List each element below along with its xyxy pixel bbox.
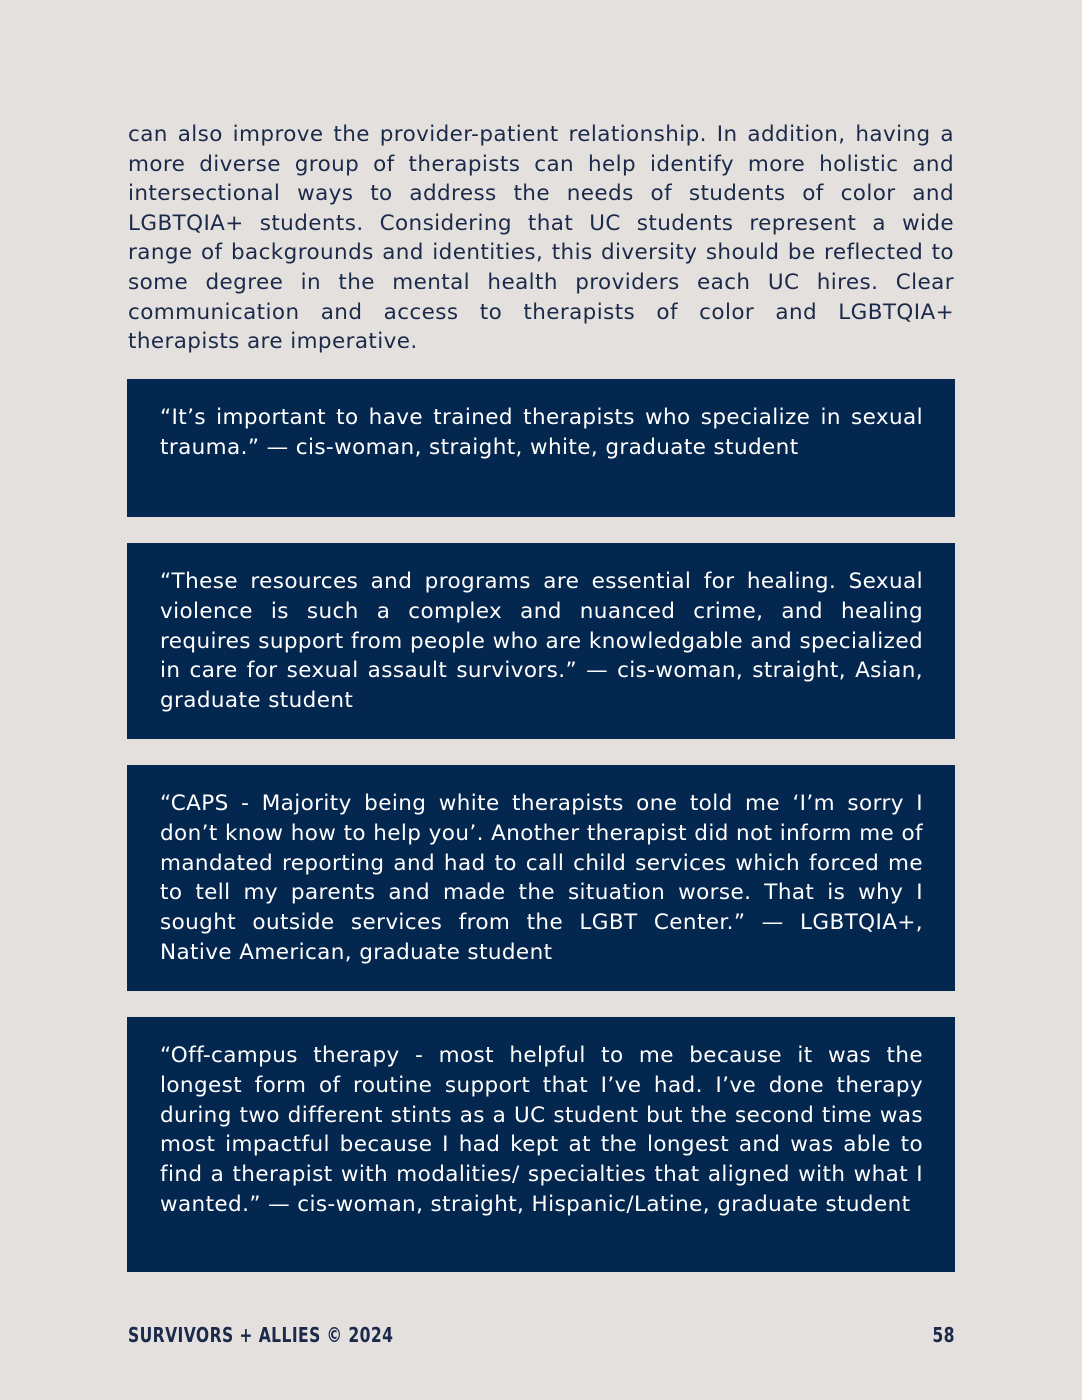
body-paragraph: can also improve the provider-patient relationship. In addition, having a more diverse group of therapists can help identify more holistic and intersectional ways to address the needs of students of color and LGBTQIA+ students. Considering that UC students represent a wide range of backgrounds and identities, this diversity should be reflected to some degree in the mental health providers each UC hires. Clear communication and access to therapists of color and LGBTQIA+ therapists are imperative. (128, 122, 954, 355)
quote-box (127, 1017, 955, 1272)
quote-box (127, 765, 955, 991)
quote-text: “Off-campus therapy - most helpful to me because it was the longest form of routine support that I’ve had. I’ve done therapy during two different stints as a UC student but the second time was most impactful because I had kept at the longest and was able to find a therapist with modalities/ specialties that aligned with what I wanted.” — cis-woman, straight, Hispanic/Latine, graduate student (160, 1043, 923, 1217)
footer-publication-label: SURVIVORS + ALLIES © 2024 (128, 1323, 394, 1347)
quote-box (127, 543, 955, 739)
page-number: 58 (932, 1323, 955, 1347)
quote-text: “CAPS - Majority being white therapists one told me ‘I’m sorry I don’t know how to help you’. Another therapist did not inform me of mandated reporting and had to call child services which forced me to tell my parents and made the situation worse. That is why I sought outside services from the LGBT Center.” — LGBTQIA+, Native American, graduate student (160, 791, 923, 965)
quote-text: “It’s important to have trained therapists who specialize in sexual trauma.” — cis-woman, straight, white, graduate student (160, 405, 923, 460)
quote-text: “These resources and programs are essential for healing. Sexual violence is such a complex and nuanced crime, and healing requires support from people who are knowledgable and specialized in care for sexual assault survivors.” — cis-woman, straight, Asian, graduate student (160, 569, 923, 714)
quote-box (127, 379, 955, 517)
